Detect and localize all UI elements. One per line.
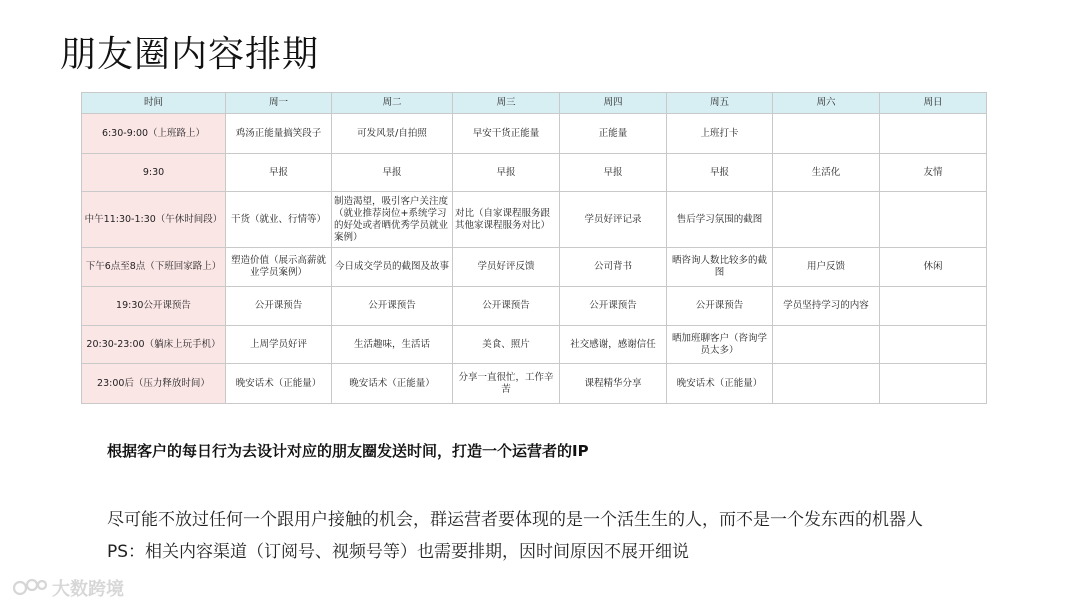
logo-icon bbox=[12, 576, 48, 600]
table-cell bbox=[773, 326, 880, 364]
table-cell bbox=[773, 192, 880, 248]
table-cell: 生活趣味，生活话 bbox=[332, 326, 453, 364]
table-cell: 分享一直很忙，工作辛苦 bbox=[453, 364, 560, 404]
table-cell: 生活化 bbox=[773, 154, 880, 192]
header-cell-mon: 周一 bbox=[226, 93, 332, 114]
table-cell: 晒咨询人数比较多的截图 bbox=[667, 248, 773, 287]
table-cell bbox=[880, 326, 987, 364]
table-cell: 上周学员好评 bbox=[226, 326, 332, 364]
table-cell: 学员坚持学习的内容 bbox=[773, 287, 880, 326]
table-row bbox=[82, 287, 987, 326]
table-cell: 早报 bbox=[332, 154, 453, 192]
table-cell: 鸡汤正能量搞笑段子 bbox=[226, 114, 332, 154]
table-cell: 晚安话术（正能量） bbox=[226, 364, 332, 404]
watermark bbox=[12, 575, 124, 601]
time-cell: 23:00后（压力释放时间） bbox=[82, 364, 226, 404]
table-cell: 早报 bbox=[226, 154, 332, 192]
table-cell bbox=[880, 114, 987, 154]
table-cell: 公司背书 bbox=[560, 248, 667, 287]
table-cell: 晚安话术（正能量） bbox=[667, 364, 773, 404]
watermark-text: 大数跨境 bbox=[52, 579, 124, 600]
table-cell: 公开课预告 bbox=[453, 287, 560, 326]
table-cell: 干货（就业、行情等） bbox=[226, 192, 332, 248]
table-row bbox=[82, 248, 987, 287]
header-cell-sun: 周日 bbox=[880, 93, 987, 114]
table-cell: 公开课预告 bbox=[226, 287, 332, 326]
body-paragraph-1: 尽可能不放过任何一个跟用户接触的机会，群运营者要体现的是一个活生生的人，而不是一个发东西的机器人 bbox=[107, 510, 923, 530]
table-cell bbox=[880, 192, 987, 248]
table-row bbox=[82, 192, 987, 248]
table-cell: 休闲 bbox=[880, 248, 987, 287]
time-cell: 9:30 bbox=[82, 154, 226, 192]
time-cell: 6:30-9:00（上班路上） bbox=[82, 114, 226, 154]
table-cell bbox=[773, 364, 880, 404]
table-cell: 社交感谢，感谢信任 bbox=[560, 326, 667, 364]
table-cell: 公开课预告 bbox=[667, 287, 773, 326]
table-cell: 用户反馈 bbox=[773, 248, 880, 287]
table-cell: 对比（自家课程服务跟其他家课程服务对比） bbox=[453, 192, 560, 248]
table-cell: 早安干货正能量 bbox=[453, 114, 560, 154]
table-cell: 正能量 bbox=[560, 114, 667, 154]
table-cell: 公开课预告 bbox=[332, 287, 453, 326]
time-cell: 20:30-23:00（躺床上玩手机） bbox=[82, 326, 226, 364]
body-paragraph-2: PS：相关内容渠道（订阅号、视频号等）也需要排期，因时间原因不展开细说 bbox=[107, 542, 690, 562]
table-row bbox=[82, 154, 987, 192]
header-cell-sat: 周六 bbox=[773, 93, 880, 114]
table-cell: 早报 bbox=[667, 154, 773, 192]
table-cell: 可发风景/自拍照 bbox=[332, 114, 453, 154]
table-cell: 友情 bbox=[880, 154, 987, 192]
table-cell bbox=[773, 114, 880, 154]
summary-text: 根据客户的每日行为去设计对应的朋友圈发送时间，打造一个运营者的IP bbox=[107, 442, 589, 460]
table-cell: 公开课预告 bbox=[560, 287, 667, 326]
table-cell: 塑造价值（展示高薪就业学员案例） bbox=[226, 248, 332, 287]
table-cell: 课程精华分享 bbox=[560, 364, 667, 404]
table-cell: 晒加班聊客户（咨询学员太多） bbox=[667, 326, 773, 364]
table-cell: 早报 bbox=[453, 154, 560, 192]
table-row bbox=[82, 326, 987, 364]
header-cell-wed: 周三 bbox=[453, 93, 560, 114]
table-cell: 今日成交学员的截图及故事 bbox=[332, 248, 453, 287]
table-cell: 美食、照片 bbox=[453, 326, 560, 364]
table-cell bbox=[880, 287, 987, 326]
page-title: 朋友圈内容排期 bbox=[60, 34, 320, 75]
table-cell: 晚安话术（正能量） bbox=[332, 364, 453, 404]
table-cell: 上班打卡 bbox=[667, 114, 773, 154]
table-row bbox=[82, 114, 987, 154]
table-header-row bbox=[82, 93, 987, 114]
table-cell: 早报 bbox=[560, 154, 667, 192]
time-cell: 下午6点至8点（下班回家路上） bbox=[82, 248, 226, 287]
schedule-table bbox=[81, 92, 987, 404]
table-cell: 学员好评反馈 bbox=[453, 248, 560, 287]
time-cell: 19:30公开课预告 bbox=[82, 287, 226, 326]
header-cell-fri: 周五 bbox=[667, 93, 773, 114]
header-cell-thu: 周四 bbox=[560, 93, 667, 114]
table-cell: 学员好评记录 bbox=[560, 192, 667, 248]
header-cell-time: 时间 bbox=[82, 93, 226, 114]
table-cell bbox=[880, 364, 987, 404]
table-cell: 售后学习氛围的截图 bbox=[667, 192, 773, 248]
header-cell-tue: 周二 bbox=[332, 93, 453, 114]
table-row bbox=[82, 364, 987, 404]
table-cell: 制造渴望，吸引客户关注度（就业推荐岗位+系统学习的好处或者晒优秀学员就业案例） bbox=[332, 192, 453, 248]
time-cell: 中午11:30-1:30（午休时间段） bbox=[82, 192, 226, 248]
